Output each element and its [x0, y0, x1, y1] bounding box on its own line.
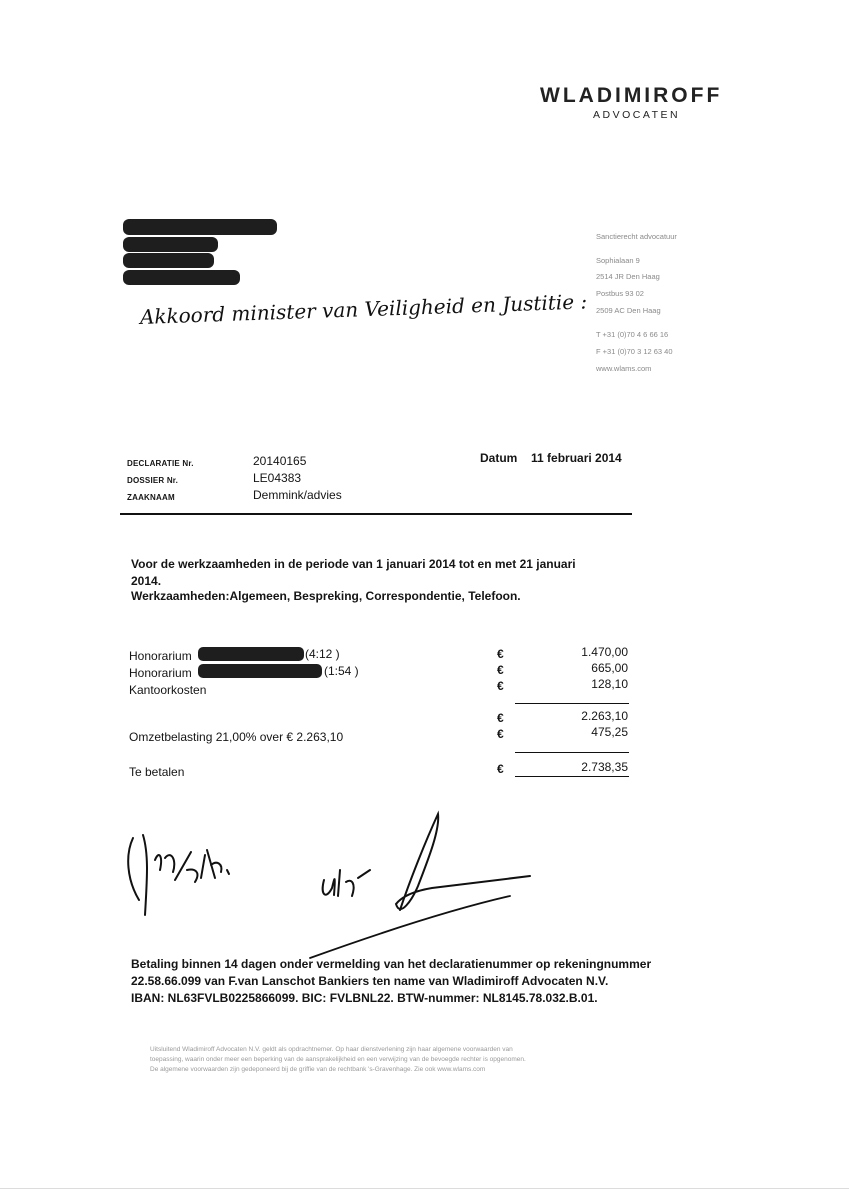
- office-info-line: 2514 JR Den Haag: [596, 272, 660, 281]
- total-amount: 2.738,35: [581, 760, 628, 774]
- office-info-line: T +31 (0)70 4 6 66 16: [596, 330, 669, 339]
- subtotal-rule: [515, 703, 629, 704]
- currency-symbol: €: [497, 727, 504, 741]
- line-item-hours: (1:54 ): [324, 664, 359, 678]
- fine-print-line: De algemene voorwaarden zijn gedeponeerd bij de griffie van de rechtbank 's-Gravenhage. Zie ook www.wlams.com: [150, 1066, 486, 1073]
- currency-symbol: €: [497, 679, 504, 693]
- redacted-address-line-3: [123, 253, 214, 268]
- signature: [300, 800, 570, 960]
- period-description: Voor de werkzaamheden in de periode van 1 januari 2014 tot en met 21 januari: [131, 557, 576, 571]
- currency-symbol: €: [497, 711, 504, 725]
- office-info-line: Postbus 93 02: [596, 289, 644, 298]
- declaratie-number: 20140165: [253, 454, 307, 468]
- redacted-name: [198, 647, 304, 661]
- redacted-address-line-1: [123, 219, 277, 235]
- declaratie-label: DECLARATIE Nr.: [127, 459, 194, 468]
- vat-label: Omzetbelasting 21,00% over € 2.263,10: [129, 730, 344, 744]
- datum-label: Datum: [480, 451, 518, 465]
- office-info-line: Sophialaan 9: [596, 256, 640, 265]
- zaaknaam-value: Demmink/advies: [253, 488, 342, 502]
- office-info-line: Sanctierecht advocatuur: [596, 232, 677, 241]
- line-item-hours: (4:12 ): [305, 647, 340, 661]
- currency-symbol: €: [497, 663, 504, 677]
- vat-amount: 475,25: [591, 725, 628, 739]
- firm-logo-name: WLADIMIROFF: [540, 84, 723, 107]
- total-rule: [515, 752, 629, 753]
- redacted-address-line-4: [123, 270, 240, 285]
- currency-symbol: €: [497, 762, 504, 776]
- total-underline: [515, 776, 629, 777]
- fine-print-line: toepassing, waarin onder meer een beperking van de aansprakelijkheid en een verwijzing van de bevoegde rechter is opgenomen.: [150, 1056, 526, 1063]
- subtotal-amount: 2.263,10: [581, 709, 628, 723]
- redacted-address-line-2: [123, 237, 218, 252]
- dossier-label: DOSSIER Nr.: [127, 476, 179, 485]
- line-item-label: Honorarium: [129, 649, 192, 663]
- header-divider: [120, 513, 632, 515]
- line-item-amount: 1.470,00: [581, 645, 628, 659]
- office-info-line: www.wlams.com: [596, 364, 652, 373]
- handwritten-initials: [115, 820, 255, 930]
- office-info-line: F +31 (0)70 3 12 63 40: [596, 347, 673, 356]
- line-item-amount: 128,10: [591, 677, 628, 691]
- currency-symbol: €: [497, 647, 504, 661]
- line-item-amount: 665,00: [591, 661, 628, 675]
- payment-terms: Betaling binnen 14 dagen onder vermelding van het declaratienummer op rekeningnummer: [131, 957, 652, 971]
- zaaknaam-label: ZAAKNAAM: [127, 493, 175, 502]
- handwritten-approval-note: Akkoord minister van Veiligheid en Justitie :: [139, 289, 588, 329]
- fine-print-line: Uitsluitend Wladimiroff Advocaten N.V. geldt als opdrachtnemer. Op haar dienstverlening zijn haar algemene voorwaarden van: [150, 1046, 513, 1053]
- datum-value: 11 februari 2014: [531, 451, 622, 465]
- activities-description: Werkzaamheden:Algemeen, Bespreking, Correspondentie, Telefoon.: [131, 589, 521, 603]
- total-label: Te betalen: [129, 765, 185, 779]
- office-info-line: 2509 AC Den Haag: [596, 306, 661, 315]
- period-description-continued: 2014.: [131, 574, 162, 588]
- payment-iban: IBAN: NL63FVLB0225866099. BIC: FVLBNL22. BTW-nummer: NL8145.78.032.B.01.: [131, 991, 598, 1005]
- line-item-label: Kantoorkosten: [129, 683, 207, 697]
- page-bottom-edge: [0, 1188, 849, 1189]
- payment-account: 22.58.66.099 van F.van Lanschot Bankiers ten name van Wladimiroff Advocaten N.V.: [131, 974, 609, 988]
- firm-logo-subtitle: ADVOCATEN: [593, 109, 681, 121]
- dossier-number: LE04383: [253, 471, 302, 485]
- redacted-name: [198, 664, 322, 678]
- line-item-label: Honorarium: [129, 666, 192, 680]
